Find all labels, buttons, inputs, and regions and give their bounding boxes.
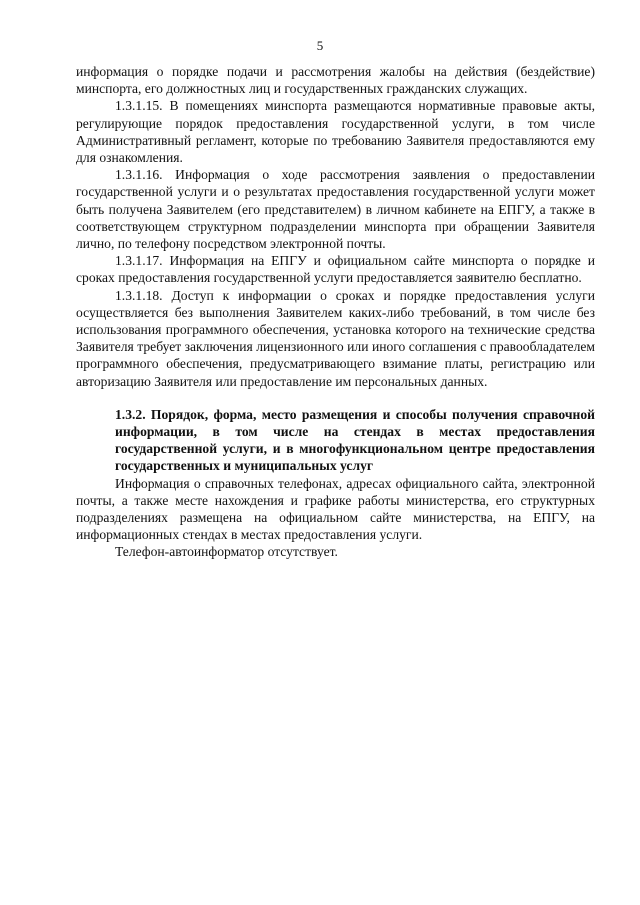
paragraph-1-3-1-18: 1.3.1.18. Доступ к информации о сроках и порядке предоставления услуги осуществляется без выполнения Заявителем каких-либо требований, в том числе без использования программного обеспечения, установка которого на технические средства Заявителя требует заключения лицензионного или иного соглашения с правообладателем программного обеспечения, предусматривающего взимание платы, регистрацию или авторизацию Заявителя или предоставление им персональных данных. bbox=[76, 287, 595, 389]
paragraph-1-3-1-15: 1.3.1.15. В помещениях минспорта размещаются нормативные правовые акты, регулирующие порядок предоставления государственной услуги, в том числе Административный регламент, которые по требованию Заявителя предоставляются ему для ознакомления. bbox=[76, 98, 595, 166]
paragraph-1-3-1-17: 1.3.1.17. Информация на ЕПГУ и официальном сайте минспорта о порядке и сроках предоставления государственной услуги предоставляется заявителю бесплатно. bbox=[76, 253, 595, 286]
page-number: 5 bbox=[316, 38, 324, 53]
section-heading-1-3-2: 1.3.2. Порядок, форма, место размещения и способы получения справочной информации, в том числе на стендах в местах предоставления государственной услуги, и в многофункциональном центре предоставления государственных и муниципальных услуг bbox=[115, 406, 595, 474]
paragraph-autoinformer: Телефон-автоинформатор отсутствует. bbox=[115, 544, 338, 560]
document-body bbox=[76, 63, 595, 561]
paragraph-reference-info: Информация о справочных телефонах, адресах официального сайта, электронной почты, а также месте нахождения и графике работы министерства, его структурных подразделениях размещена на официальном сайте министерства, на ЕПГУ, на информационных стендах в местах предоставления услуги. bbox=[76, 475, 595, 543]
paragraph-complaint-info: информация о порядке подачи и рассмотрения жалобы на действия (бездействие) минспорта, его должностных лиц и государственных гражданских служащих. bbox=[76, 64, 595, 97]
paragraph-1-3-1-16: 1.3.1.16. Информация о ходе рассмотрения заявления о предоставлении государственной услуги и о результатах предоставления государственной услуги может быть получена Заявителем (его представителем) в личном кабинете на ЕПГУ, а также в соответствующем структурном подразделении минспорта при обращении Заявителя лично, по телефону посредством электронной почты. bbox=[76, 167, 595, 252]
